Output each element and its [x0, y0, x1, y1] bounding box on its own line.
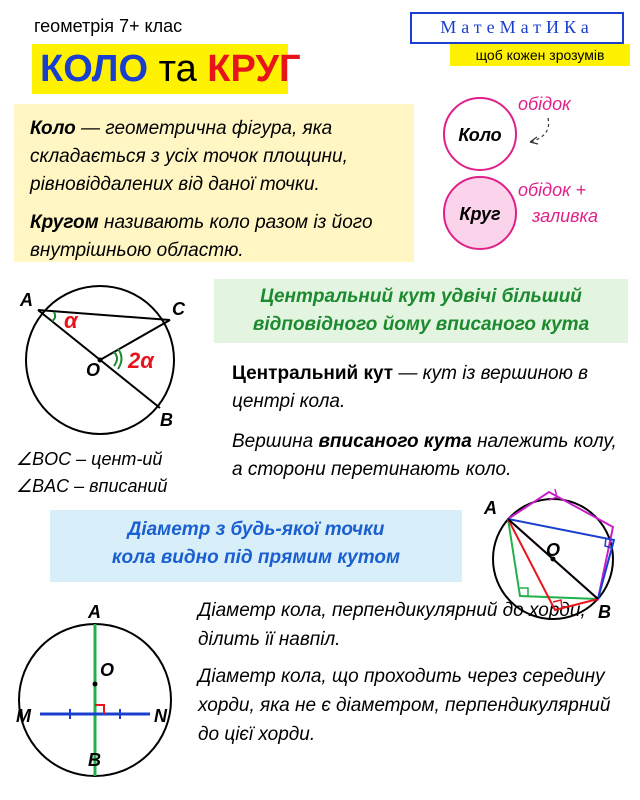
blue-triangle — [508, 519, 614, 599]
point-c-label: C — [172, 299, 185, 319]
inscribed-angle-term: вписаного кута — [318, 431, 472, 452]
two-alpha-arc-2 — [118, 349, 122, 369]
point-a-label: A — [20, 290, 33, 310]
disk-icon-label: Круг — [459, 204, 501, 224]
perp-point-n: N — [154, 706, 167, 726]
diameter-theorem-line-2: кола видно під прямим кутом — [111, 547, 401, 568]
rim-arrow-head — [530, 137, 538, 144]
theorem-line-2: відповідного йому вписаного кута — [252, 314, 590, 335]
perp-point-m: M — [16, 706, 31, 726]
angle-boc-note: ∠BOC – цент-ий — [16, 449, 163, 469]
point-b-label: B — [160, 410, 173, 430]
central-angle-term: Центральний кут — [232, 363, 394, 384]
perpendicular-text-2: Діаметр кола, що проходить через середину хорди, яка не є діаметром, перпендикулярний до цієї хорди. — [198, 666, 611, 745]
alpha-arc — [52, 312, 55, 321]
diameter-point-o: O — [546, 540, 561, 560]
inscribed-prefix: Вершина — [232, 431, 319, 452]
perpendicular-center-point — [93, 682, 98, 687]
two-alpha-arc-1 — [114, 352, 117, 366]
perp-point-b: B — [88, 750, 101, 770]
brand-logo: МатеМатИКа — [440, 17, 594, 37]
title-disk: КРУГ — [207, 48, 301, 90]
theorem-line-1: Центральний кут удвічі більший — [260, 286, 582, 307]
title-and: та — [158, 48, 197, 90]
disk-definition-text: називають коло разом із його внутрішньою областю. — [30, 212, 373, 261]
perp-point-o: O — [100, 660, 115, 680]
brand-slogan: щоб кожен зрозумів — [450, 44, 630, 66]
magenta-triangle — [508, 492, 613, 599]
perp-point-a: A — [88, 602, 101, 622]
alpha-label: α — [64, 308, 78, 333]
perpendicular-text-1: Діаметр кола, перпендикулярний до хорди, ділить її навпіл. — [198, 600, 586, 650]
disk-term: Кругом — [30, 212, 99, 233]
diameter-theorem-line-1: Діаметр з будь-якої точки — [127, 519, 385, 540]
diameter-point-b: B — [598, 602, 611, 622]
circle-term: Коло — [30, 118, 76, 139]
angle-bac-note: ∠BAC – вписаний — [16, 476, 168, 496]
chord-ac — [38, 310, 170, 320]
circle-definition-text: — геометрична фігура, яка складається з усіх точок площини, рівновіддалених від даної точки. — [30, 118, 348, 195]
grade-label: геометрія 7+ клас — [34, 16, 183, 36]
title-circle: КОЛО — [40, 48, 149, 90]
central-angle-def-text: — кут із вершиною в центрі кола. — [232, 363, 589, 412]
rim-note: обідок — [518, 94, 571, 114]
inscribed-angle-def-text: належить колу, а сторони перетинають коло. — [232, 431, 617, 480]
circle-icon-label: Коло — [458, 125, 502, 145]
rim-arrow — [530, 118, 549, 142]
two-alpha-label: 2α — [128, 348, 154, 373]
fill-note-1: обідок + — [518, 180, 587, 200]
fill-note-2: заливка — [532, 206, 599, 226]
diameter-point-a: A — [484, 498, 497, 518]
green-right-angle — [520, 588, 528, 596]
point-o-label: O — [86, 360, 101, 380]
